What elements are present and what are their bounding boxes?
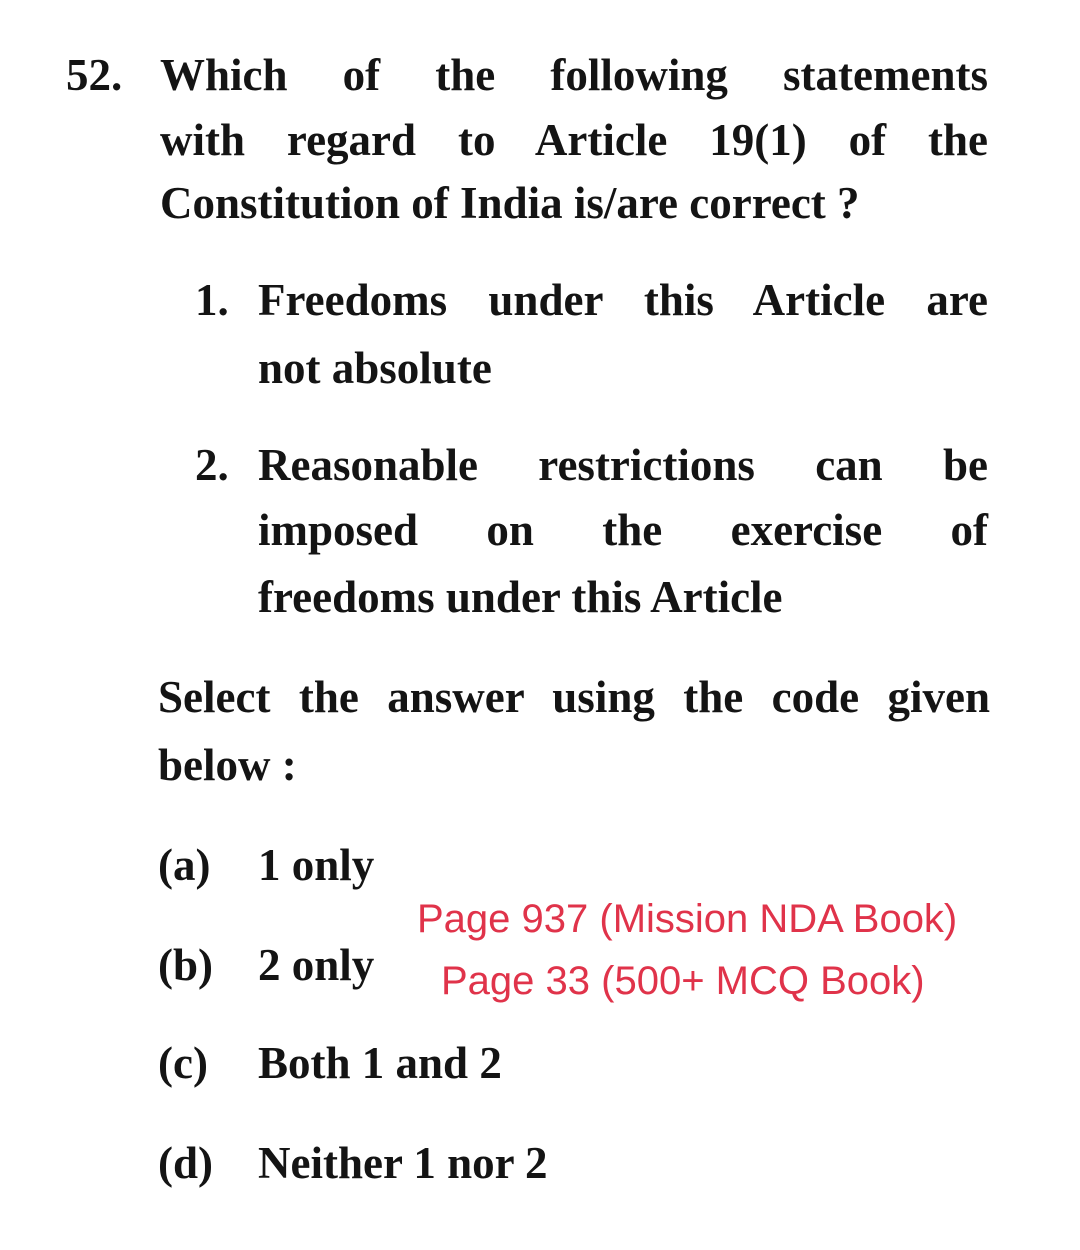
option-text: 1 only — [258, 840, 375, 890]
option-label: (a) — [158, 840, 211, 890]
instruction-line: Select the answer using the code given — [158, 672, 990, 722]
statement-number: 1. — [195, 275, 229, 325]
question-number: 52. — [66, 50, 123, 100]
question-line: with regard to Article 19(1) of the — [160, 115, 988, 165]
option-text: Both 1 and 2 — [258, 1038, 502, 1088]
instruction-line: below : — [158, 740, 297, 790]
statement-number: 2. — [195, 440, 229, 490]
statement-line: imposed on the exercise of — [258, 505, 988, 555]
statement-line: not absolute — [258, 343, 492, 393]
question-line: Which of the following statements — [160, 50, 988, 100]
option-text: 2 only — [258, 940, 375, 990]
option-label: (c) — [158, 1038, 208, 1088]
question-line: Constitution of India is/are correct ? — [160, 178, 860, 228]
statement-line: Reasonable restrictions can be — [258, 440, 988, 490]
statement-line: Freedoms under this Article are — [258, 275, 988, 325]
annotation-mission-nda: Page 937 (Mission NDA Book) — [417, 897, 958, 941]
option-text: Neither 1 nor 2 — [258, 1138, 548, 1188]
option-label: (b) — [158, 940, 213, 990]
annotation-mcq-book: Page 33 (500+ MCQ Book) — [441, 959, 925, 1003]
option-label: (d) — [158, 1138, 213, 1188]
statement-line: freedoms under this Article — [258, 572, 783, 622]
